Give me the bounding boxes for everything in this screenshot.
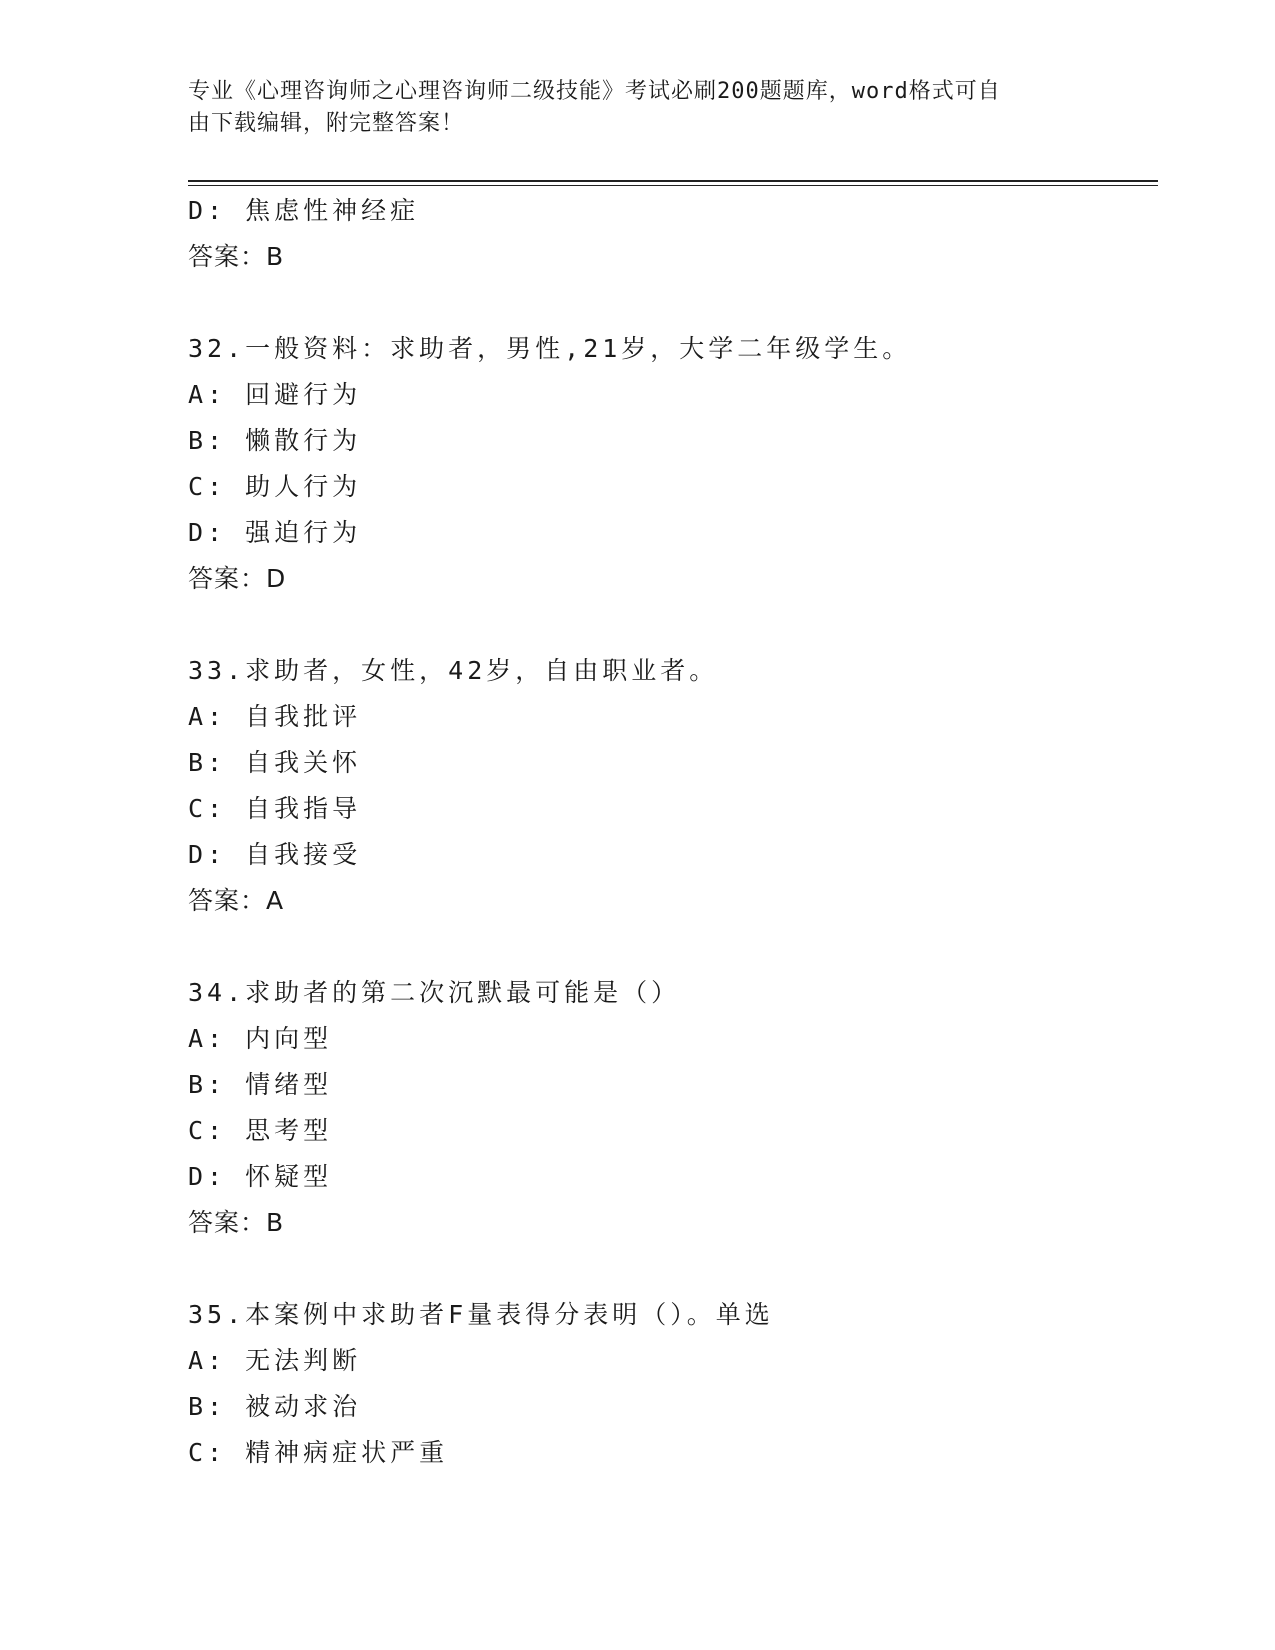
- option-c: C: 思考型: [188, 1116, 333, 1145]
- question-stem: 35.本案例中求助者F量表得分表明（）。单选: [188, 1300, 774, 1329]
- option-a: A: 无法判断: [188, 1346, 362, 1375]
- option-b: B: 自我关怀: [188, 748, 362, 777]
- option-c: C: 精神病症状严重: [188, 1438, 449, 1467]
- option-a: A: 回避行为: [188, 380, 362, 409]
- option-d: D: 强迫行为: [188, 518, 362, 547]
- question-stem: 33.求助者，女性，42岁，自由职业者。: [188, 656, 719, 685]
- option-a: A: 内向型: [188, 1024, 333, 1053]
- question-gap: [188, 924, 1148, 970]
- prev-question-answer: 答案：B: [188, 242, 285, 271]
- header-line-1: 专业《心理咨询师之心理咨询师二级技能》考试必刷200题题库，word格式可自: [188, 79, 1001, 104]
- question-list: [188, 188, 1148, 1476]
- header-rule-thick: [188, 180, 1158, 182]
- option-b: B: 懒散行为: [188, 426, 362, 455]
- question-gap: [188, 602, 1148, 648]
- question-35: [188, 1292, 1148, 1476]
- question-32: [188, 326, 1148, 602]
- question-answer: 答案：B: [188, 1208, 285, 1237]
- option-c: C: 助人行为: [188, 472, 362, 501]
- option-b: B: 情绪型: [188, 1070, 333, 1099]
- header-rule-thin: [188, 185, 1158, 186]
- option-d: D: 自我接受: [188, 840, 362, 869]
- document-header: [188, 76, 1088, 140]
- header-line-2: 由下载编辑，附完整答案！: [188, 111, 465, 136]
- option-a: A: 自我批评: [188, 702, 362, 731]
- prev-question-option-d: D: 焦虑性神经症: [188, 196, 420, 225]
- question-33: [188, 648, 1148, 924]
- question-gap: [188, 280, 1148, 326]
- option-d: D: 怀疑型: [188, 1162, 333, 1191]
- question-stem: 32.一般资料：求助者，男性,21岁，大学二年级学生。: [188, 334, 912, 363]
- question-answer: 答案：A: [188, 886, 285, 915]
- question-34: [188, 970, 1148, 1246]
- option-c: C: 自我指导: [188, 794, 362, 823]
- question-answer: 答案：D: [188, 564, 287, 593]
- option-b: B: 被动求治: [188, 1392, 362, 1421]
- question-gap: [188, 1246, 1148, 1292]
- question-stem: 34.求助者的第二次沉默最可能是（）: [188, 978, 681, 1007]
